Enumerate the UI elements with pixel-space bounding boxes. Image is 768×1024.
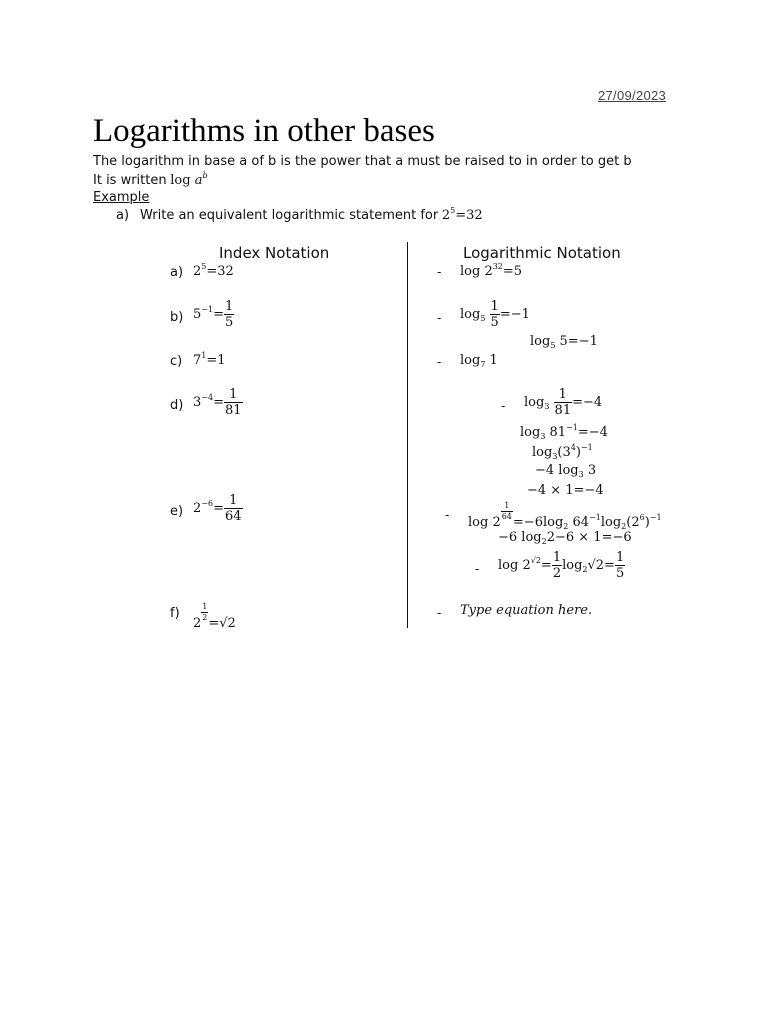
intro-line-2-text: It is written (93, 173, 167, 188)
example-equation: $2^5=32$ (441, 206, 483, 223)
row-b-label: b) (170, 310, 184, 325)
row-e-log-step-2: $\log 2^{√2}=$ $\frac{1}{2}$ $\log_2√2=$ $\frac{1}{5}$ (498, 550, 625, 581)
row-b-log-equation: $\log_5$ $\frac{1}{5}$ =−1 (460, 299, 530, 330)
log-notation-formula: $\log a^b$ (170, 171, 208, 188)
row-b-index-equation: $5^{-1}=$ $\frac{1}{5}$ (193, 299, 234, 330)
row-c-dash: - (437, 354, 442, 369)
row-d-index-equation: $3^{-4}=$ $\frac{1}{81}$ (193, 387, 242, 418)
row-a-index-equation: $2^5=32$ (193, 262, 234, 279)
intro-line-2 (93, 172, 208, 188)
row-b-dash: - (437, 310, 442, 325)
row-e-log-step-1: −6 $\log_22-6 \times 1=-6$ (498, 530, 632, 546)
example-heading: Example (93, 190, 150, 205)
row-e-log-equation: log 2 $\frac{1}{64}$ $=-6\log_2$ $64^{-1}\log_2(2^6)^{-1}$ (468, 501, 662, 531)
example-item-text: Write an equivalent logarithmic statement for (140, 208, 439, 223)
row-f-dash: - (437, 605, 442, 620)
example-item (140, 207, 483, 223)
row-a-log-equation: $\log 2^{32}=5$ (460, 262, 523, 279)
row-d-dash: - (501, 398, 506, 413)
row-a-label: a) (170, 265, 184, 280)
date-label: 27/09/2023 (598, 88, 667, 103)
row-b-log-equation-2: $\log_5 5=-1$ (530, 334, 598, 350)
row-e-index-equation: $2^{-6}=$ $\frac{1}{64}$ (193, 493, 242, 524)
row-d-log-step-1: $\log_3 81^{-1}=-4$ (520, 423, 608, 441)
intro-line-1: The logarithm in base a of b is the power that a must be raised to in order to get b (93, 154, 632, 169)
row-e-label: e) (170, 504, 184, 519)
row-c-label: c) (170, 354, 183, 369)
extra-dash: - (475, 561, 480, 576)
row-f-index-equation: 2 $\frac{1}{2}$ =√2 (193, 602, 236, 631)
column-divider (407, 242, 408, 628)
row-d-log-step-3: −4 $\log_3 3$ (535, 463, 597, 479)
row-c-log-equation: $\log_7 1$ (460, 353, 498, 369)
row-d-log-step-2: $\log_3(3^4)^{-1}$ (532, 443, 593, 461)
row-d-log-equation: $\log_3$ $\frac{1}{81}$ =−4 (524, 387, 603, 418)
row-d-log-step-4: −4 × 1=−4 (527, 483, 604, 498)
row-e-dash: - (445, 507, 450, 522)
row-c-index-equation: $7^1=1$ (193, 351, 226, 368)
page-title: Logarithms in other bases (93, 113, 435, 149)
row-a-dash: - (437, 264, 442, 279)
equation-placeholder[interactable]: Type equation here. (460, 603, 593, 618)
logarithmic-notation-header: Logarithmic Notation (463, 244, 621, 262)
example-item-label: a) (116, 208, 130, 223)
row-d-label: d) (170, 398, 184, 413)
index-notation-header: Index Notation (219, 244, 330, 262)
row-f-label: f) (170, 606, 180, 621)
